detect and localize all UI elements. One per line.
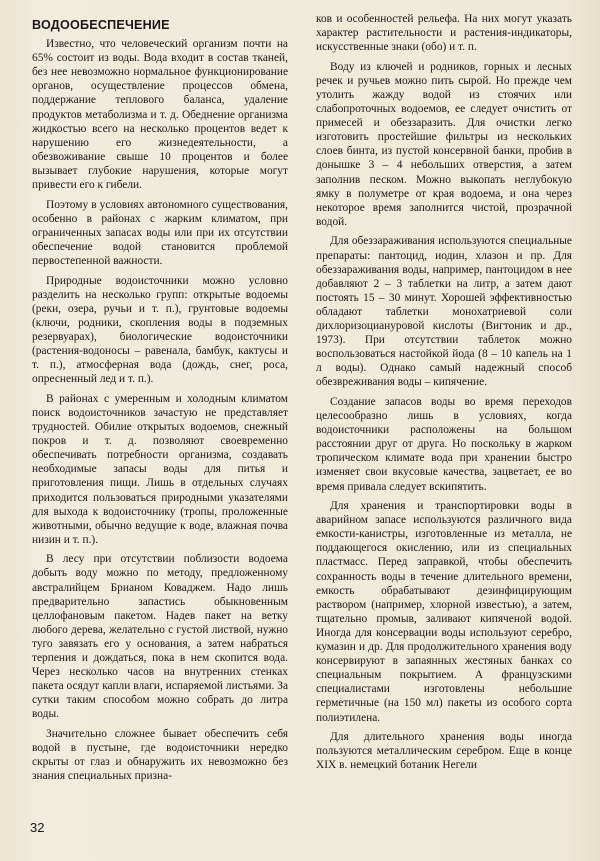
paragraph-desert: Значительно сложнее бывает обеспечить себя водой в пустыне, где водоисточники нередко скрыты от глаз и обнаружить их невозможно без знания специальных призна- [32,728,288,783]
paragraph-desert-continued: ков и особенностей рельефа. На них могут указать характер растительности и растения-индикаторы, искусственные знаки (обо) и т. п. [316,13,572,54]
paragraph-autonomy: Поэтому в условиях автономного существования, особенно в районах с жарким климатом, при ограниченных запасах воды или при их отсутствии обеспечение водой становится проблемой первостепенной важности. [32,198,288,267]
paragraph-temperate-climate: В районах с умеренным и холодным климатом поиск водоисточников зачастую не представляет трудностей. Обилие открытых водоемов, снежный покров и т. д. позволяют своевременно обеспечивать потребности организма, создавать необходимые запасы воды для питья и приготовления пищи. Лишь в отдельных случаях приходится пользоваться природными указателями для выхода к водоисточнику (тропы, проложенные животными, обычно ведущие к воде, влажная почва низин и т. п.). [32,392,288,546]
page-number: 32 [30,820,45,835]
section-heading: ВОДООБЕСПЕЧЕНИЕ [32,18,170,32]
right-column [316,12,572,778]
paragraph-disinfection: Для обеззараживания используются специальные препараты: пантоцид, иодин, хлазон и пр. Для обеззараживания воды, например, пантоцидом в нее добавляют 2 – 3 таблетки на литр, а затем дают постоять 15 – 30 минут. Хорошей эффективностью обладают таблетки монохатриевой соли дихлоризоциануровой кислоты (Вигтоник и др., 1973). При отсутствии таблеток можно воспользоваться настойкой йода (8 – 10 капель на 1 л воды). Однако самый надежный способ обезвреживания воды – кипячение. [316,235,572,389]
paragraph-forest-method: В лесу при отсутствии поблизости водоема добыть воду можно по методу, предложенному австралийцем Брианом Коваджем. Надо лишь предварительно запастись обыкновенным целлофановым пакетом. Надев пакет на ветку любого дерева, желательно с густой листвой, нужно туго завязать его у основания, а затем набраться терпения и дождаться, пока в нем скопится вода. Через несколько часов на внутренних стенках пакета осядут капли влаги, испаряемой листьями. За сутки таким способом можно собрать до литра воды. [32,553,288,721]
paragraph-intro: Известно, что человеческий организм почти на 65% состоит из воды. Вода входит в состав тканей, без нее невозможно нормальное функционирование органов, осуществление процессов обмена, поддержание теплового баланса, удаление продуктов метаболизма и т. д. Обеднение организма жидкостью всего на несколько процентов ведет к нарушению его жизнедеятельности, а обезвоживание свыше 10 процентов и более вызывает глубокие нарушения, которые могут привести его к гибели. [32,38,288,192]
paragraph-water-reserves: Создание запасов воды во время переходов целесообразно лишь в условиях, когда водоисточники расположены на большом расстоянии друг от друга. Но поскольку в жарком тропическом климате вода при хранении быстро изменяет свои вкусовые качества, зацветает, ее во время привала следует вскипятить. [316,395,572,493]
paragraph-silver: Для длительного хранения воды иногда пользуются металлическим серебром. Еще в конце XIX в. немецкий ботаник Негели [316,731,572,772]
paragraph-water-sources: Природные водоисточники можно условно разделить на несколько групп: открытые водоемы (реки, озера, ручьи и т. п.), грунтовые водоемы (ключи, родники, скопления воды в подземных резервуарах), биологические водоисточники (растения-водоносы – равенала, бамбук, кактусы и т. п.), атмосферная вода (дождь, снег, роса, опресненный лед и т. п.). [32,274,288,386]
paragraph-storage: Для хранения и транспортировки воды в аварийном запасе используются различного вида емкости-канистры, изготовленные из металла, не поддающегося окислению, или из специальных пластмасс. Перед заправкой, чтобы обеспечить сохранность воды в течение длительного времени, емкость обрабатывают дезинфицирующим раствором (например, хлорной известью), а затем, тщательно промыв, заливают кипяченой водой. Иногда для консервации воды используют серебро, кумазин и др. Для продолжительного хранения воду консервируют в запаянных жестяных банках со специальным покрытием. А французскими специалистами изготовлены небольшие герметичные (на 150 мл) пакеты из особого сорта полиэтилена. [316,500,572,724]
left-column [32,18,288,789]
paragraph-purification: Воду из ключей и родников, горных и лесных речек и ручьев можно пить сырой. Но прежде чем утолить жажду водой из стоячих или слабопроточных водоемов, ее следует очистить от примесей и обеззаразить. Для очистки легко изготовить простейшие фильтры из нескольких слоев бинта, из пустой консервной банки, пробив в донышке 3 – 4 небольших отверстия, а затем заполнив песком. Можно выкопать неглубокую ямку в полуметре от края водоема, и она через некоторое время заполнится чистой, прозрачной водой. [316,60,572,228]
